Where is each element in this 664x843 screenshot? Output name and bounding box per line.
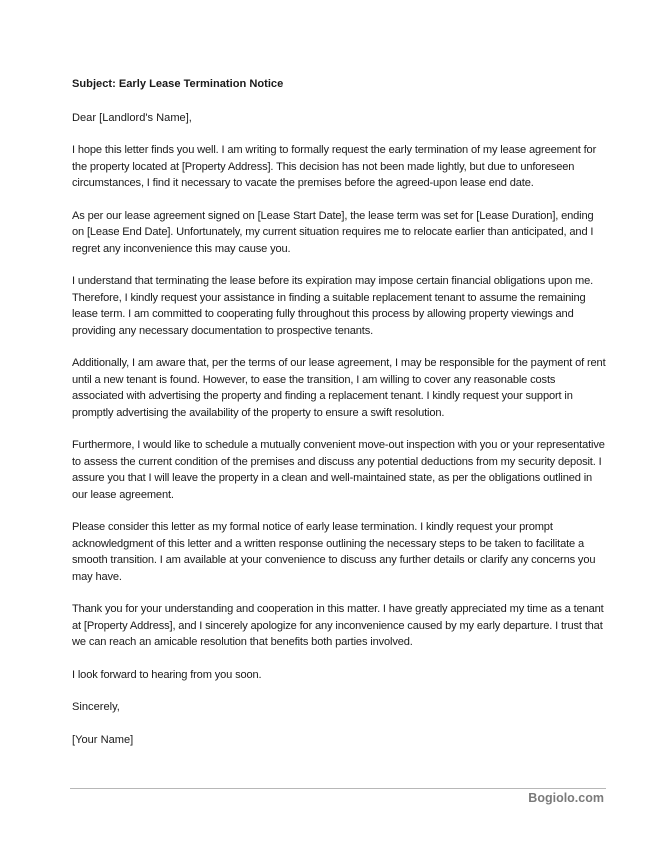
letter-closing: Sincerely, (72, 701, 120, 713)
footer-brand: Bogiolo.com (528, 791, 604, 805)
letter-paragraph-3: I understand that terminating the lease before its expiration may impose certain financial obligations upon me. Therefore, I kindly request your assistance in finding a suitable replacement tenant to assume the remaining lease term. I am committed to cooperating fully throughout this process by allowing property viewings and providing any necessary documentation to prospective tenants. (72, 275, 594, 337)
letter-signature: [Your Name] (72, 733, 134, 746)
letter-paragraph-5: Furthermore, I would like to schedule a mutually convenient move-out inspection with you or your representative to assess the current condition of the premises and discuss any potential deductions from my security deposit. I assure you that I will leave the property in a clean and well-maintained state, as per the obligations outlined in our lease agreement. (72, 439, 605, 501)
letter-paragraph-8: I look forward to hearing from you soon. (72, 668, 262, 681)
letter-paragraph-1: I hope this letter finds you well. I am writing to formally request the early termination of my lease agreement for the property located at [Property Address]. This decision has not been made lightly, but due to unforeseen circumstances, I find it necessary to vacate the premises before the agreed-upon lease end date. (72, 144, 597, 189)
letter-salutation: Dear [Landlord's Name], (72, 111, 192, 124)
letter-paragraph-4: Additionally, I am aware that, per the terms of our lease agreement, I may be responsible for the payment of rent until a new tenant is found. However, to ease the transition, I am willing to cover any reasonable costs associated with advertising the property and finding a replacement tenant. I kindly request your support in promptly advertising the availability of the property to ensure a swift resolution. (72, 357, 606, 419)
letter-body (72, 76, 608, 748)
letter-paragraph-6: Please consider this letter as my formal notice of early lease termination. I kindly request your prompt acknowledgment of this letter and a written response outlining the necessary steps to be taken to facilitate a smooth transition. I am available at your convenience to discuss any further details or clarify any concerns you may have. (72, 521, 596, 583)
footer-divider (70, 788, 606, 789)
letter-paragraph-2: As per our lease agreement signed on [Lease Start Date], the lease term was set for [Lease Duration], ending on [Lease End Date]. Unfortunately, my current situation requires me to relocate earlier than anticipated, and I regret any inconvenience this may cause you. (72, 209, 594, 255)
letter-subject: Subject: Early Lease Termination Notice (72, 78, 284, 90)
letter-paragraph-7: Thank you for your understanding and cooperation in this matter. I have greatly appreciated my time as a tenant at [Property Address], and I sincerely apologize for any inconvenience caused by my early departure. I trust that we can reach an amicable resolution that benefits both parties involved. (72, 603, 604, 648)
